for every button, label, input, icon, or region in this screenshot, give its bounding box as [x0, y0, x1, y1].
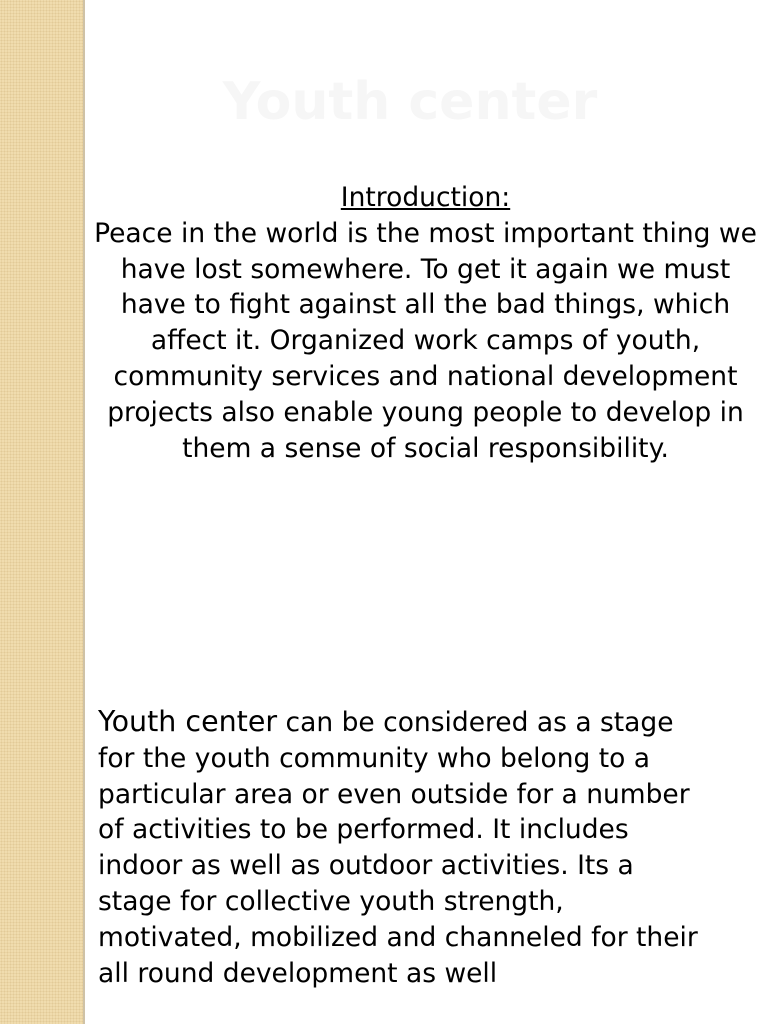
- side-band-divider: [83, 0, 85, 1024]
- youth-center-description: can be considered as a stage for the youth community who belong to a particular area or even outside for a number of activities to be performed. It includes indoor as well as outdoor activities. Its a stage for collective youth strength, motivated, mobilized and channeled for their all round development as well: [98, 707, 698, 989]
- slide-title: Youth center: [222, 72, 598, 132]
- introduction-heading: Introduction:: [340, 182, 511, 213]
- youth-center-lead: Youth center: [98, 705, 278, 738]
- youth-center-paragraph: [98, 704, 698, 991]
- introduction-paragraph: Peace in the world is the most important thing we have lost somewhere. To get it again we must have to fight against all the bad things, which affect it. Organized work camps of youth, community services and national development projects also enable young people to develop in them a sense of social responsibility.: [94, 217, 757, 464]
- decorative-side-band: [0, 0, 83, 1024]
- introduction-section: [93, 180, 758, 466]
